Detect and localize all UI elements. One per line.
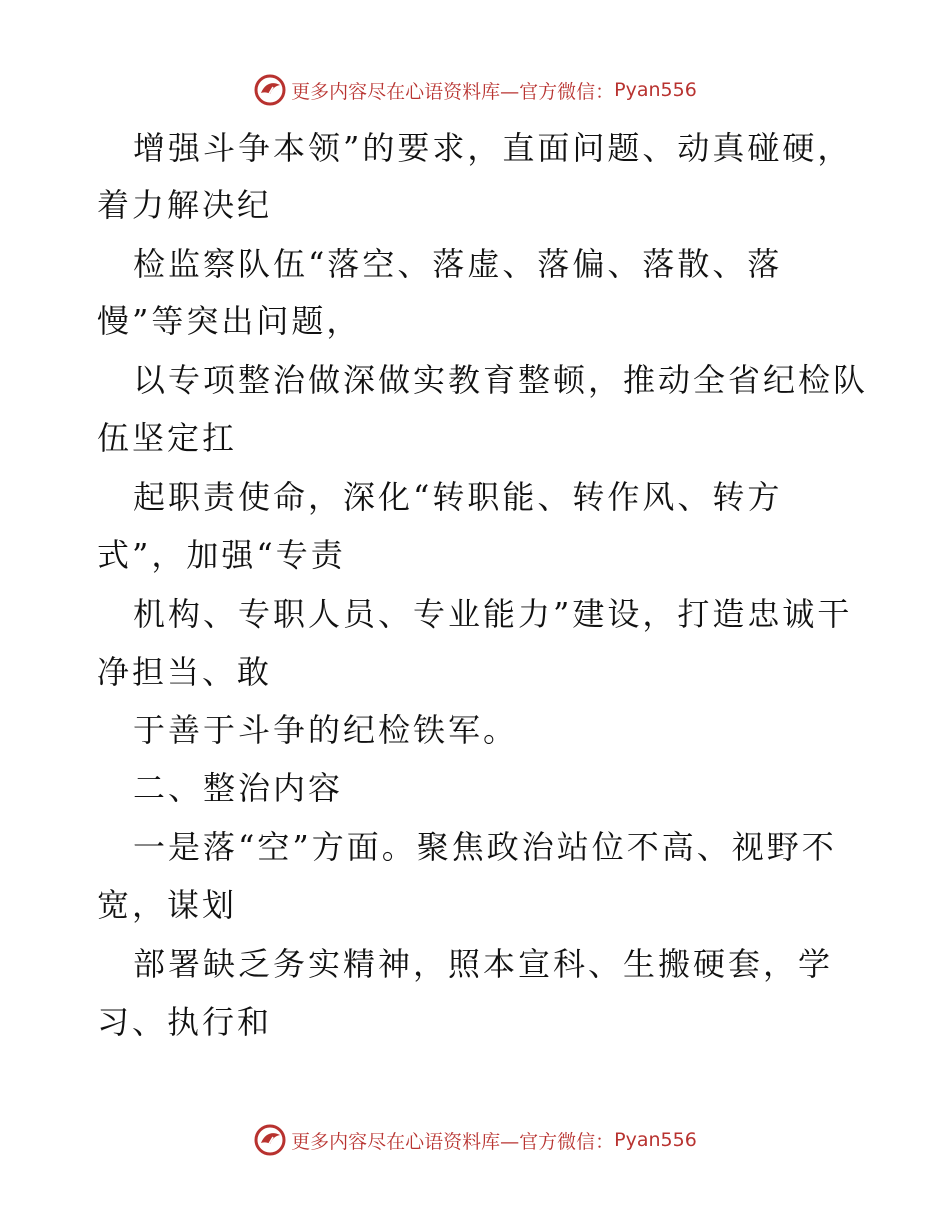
watermark-wechat-id: Pyan556 [614, 1129, 697, 1151]
body-line: 净担当、敢 [97, 653, 273, 691]
body-line: 机构、专职人员、专业能力”建设，打造忠诚干 [133, 595, 853, 633]
footer-watermark [0, 1120, 950, 1160]
body-line: 习、执行和 [97, 1003, 273, 1041]
body-line: 着力解决纪 [97, 186, 273, 224]
body-line: 以专项整治做深做实教育整顿，推动全省纪检队 [133, 361, 869, 399]
body-line: 于善于斗争的纪检铁军。 [133, 711, 519, 749]
section-heading: 二、整治内容 [133, 769, 344, 807]
body-line: 伍坚定扛 [97, 419, 238, 457]
body-line: 慢”等突出问题， [97, 302, 362, 340]
watermark-text: 更多内容尽在心语资料库—官方微信： [291, 80, 615, 103]
watermark-wechat-id: Pyan556 [614, 79, 697, 101]
watermark-text: 更多内容尽在心语资料库—官方微信： [291, 1130, 615, 1153]
body-line: 起职责使命，深化“转职能、转作风、转方 [133, 478, 783, 516]
body-line: 式”，加强“专责 [97, 536, 346, 574]
body-line: 增强斗争本领”的要求，直面问题、动真碰硬， [133, 129, 853, 167]
body-line: 一是落“空”方面。聚焦政治站位不高、视野不 [133, 828, 837, 866]
logo-icon [253, 1123, 287, 1157]
body-line: 宽，谋划 [97, 886, 238, 924]
body-line: 部署缺乏务实精神，照本宣科、生搬硬套，学 [133, 945, 834, 983]
body-line: 检监察队伍“落空、落虚、落偏、落散、落 [133, 245, 783, 283]
